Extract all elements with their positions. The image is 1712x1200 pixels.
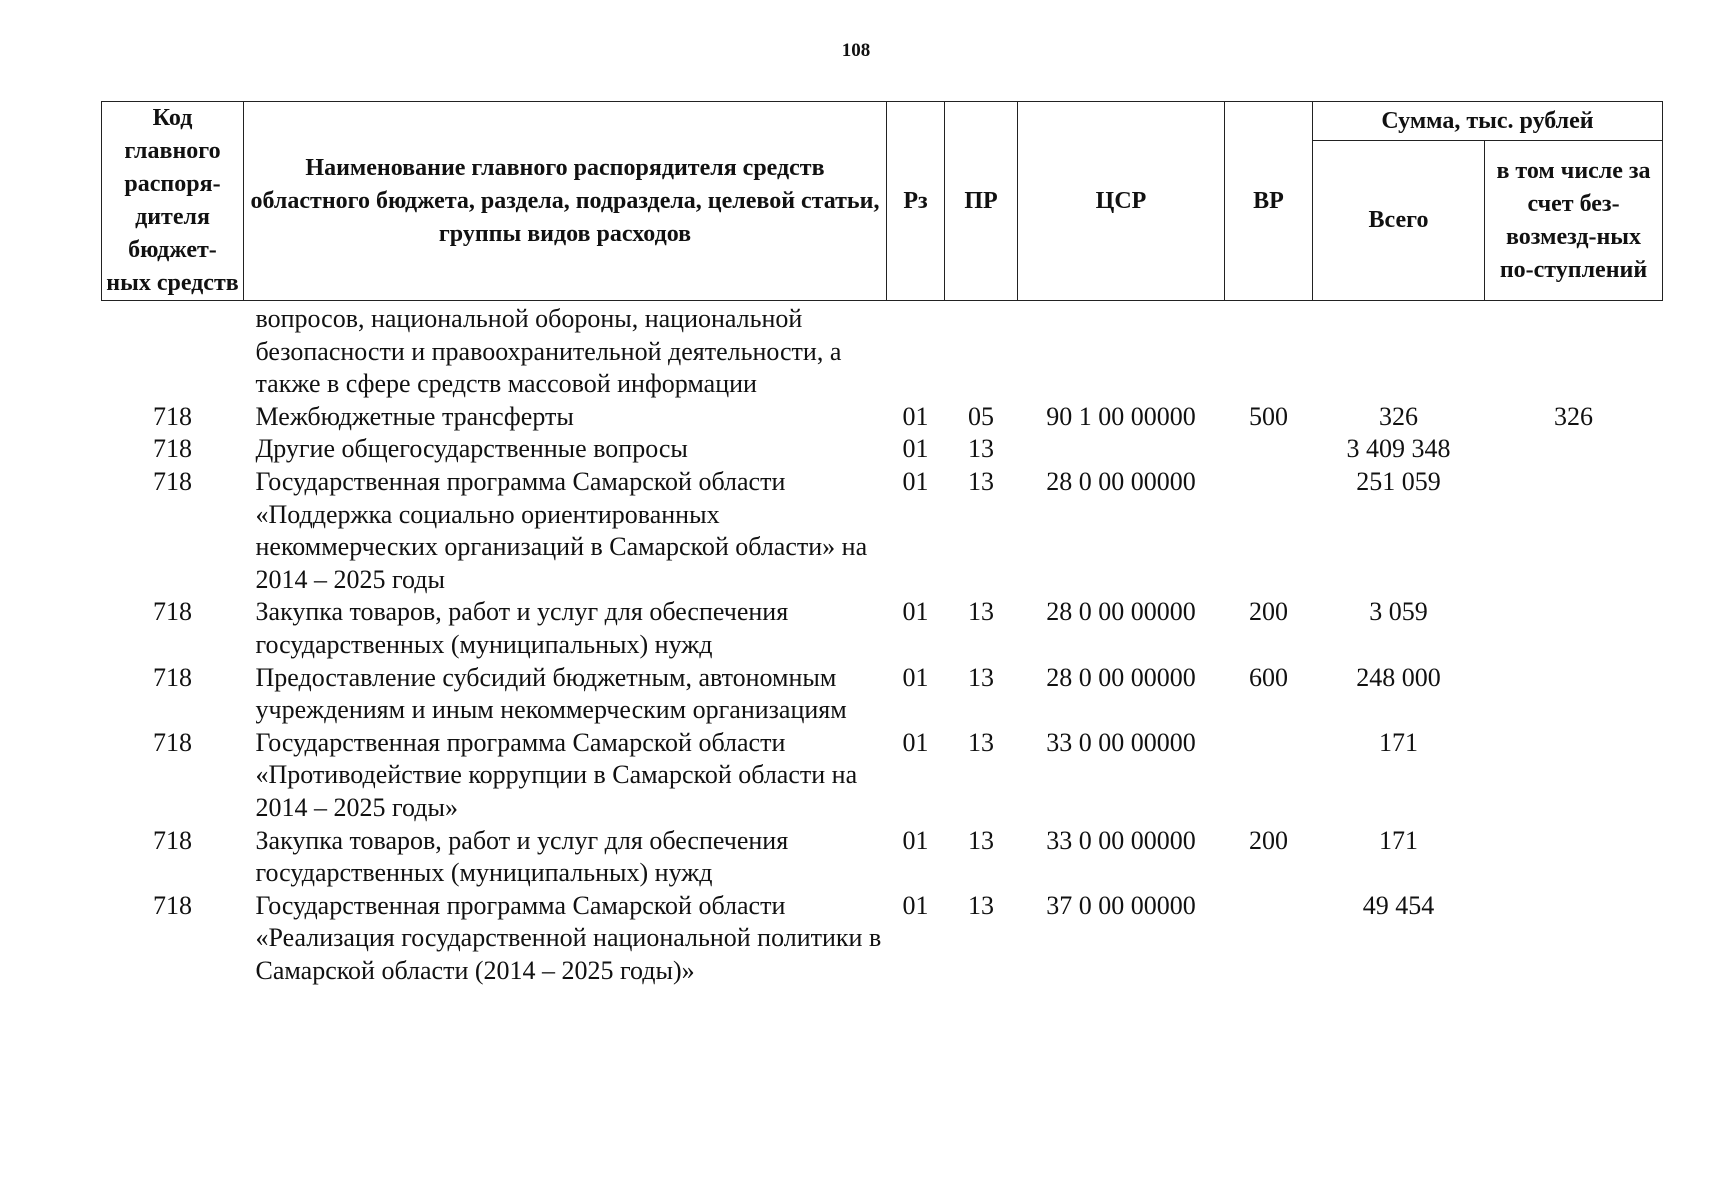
cell-rz: 01 [902,890,929,920]
cell-code [102,301,244,401]
cell-code: 718 [153,727,192,757]
cell-code: 718 [153,890,192,920]
cell-csr: 33 0 00 00000 [1046,825,1196,855]
cell-grants [1485,301,1663,401]
cell-csr: 33 0 00 00000 [1046,727,1196,757]
cell-name: Межбюджетные трансферты [255,401,574,431]
cell-rz: 01 [902,597,929,627]
cell-name: Другие общегосударственные вопросы [255,434,688,464]
cell-total: 248 000 [1356,662,1441,692]
cell-pr: 13 [968,434,994,464]
cell-pr: 13 [968,727,994,757]
cell-rz [887,301,945,401]
cell-pr: 13 [968,890,994,920]
cell-total: 3 409 348 [1346,434,1451,464]
cell-grants [1485,890,1663,988]
table-row [102,466,1663,596]
cell-name: вопросов, национальной обороны, национальной безопасности и правоохранительной деятельности, а также в сфере средств массовой информации [255,304,842,399]
cell-pr: 05 [968,401,994,431]
header-pr: ПР [945,102,1018,301]
cell-name: Государственная программа Самарской области «Противодействие коррупции в Самарской области на 2014 – 2025 годы» [255,727,858,822]
cell-csr [1018,433,1225,466]
cell-name: Предоставление субсидий бюджетным, автономным учреждениям и иным некоммерческим организациям [255,662,847,725]
cell-rz: 01 [902,662,929,692]
page-number: 108 [841,40,871,61]
cell-grants [1485,825,1663,890]
cell-pr [945,301,1018,401]
cell-total: 171 [1379,727,1418,757]
cell-total: 326 [1379,401,1418,431]
cell-csr [1018,301,1225,401]
table-row [102,727,1663,825]
cell-csr: 28 0 00 00000 [1046,662,1196,692]
cell-code: 718 [153,434,192,464]
header-vr: ВР [1225,102,1313,301]
cell-pr: 13 [968,825,994,855]
cell-rz: 01 [902,466,929,496]
cell-total: 49 454 [1362,890,1435,920]
table-row [102,825,1663,890]
cell-rz: 01 [902,434,929,464]
header-total: Всего [1313,141,1485,301]
cell-vr [1225,466,1313,596]
header-code: Код главного распоря-дителя бюджет-ных средств [102,102,244,301]
cell-pr: 13 [968,466,994,496]
cell-grants [1485,662,1663,727]
cell-csr: 28 0 00 00000 [1046,597,1196,627]
cell-total [1313,301,1485,401]
cell-vr [1225,301,1313,401]
cell-csr: 37 0 00 00000 [1046,890,1196,920]
header-name: Наименование главного распорядителя средств областного бюджета, раздела, подраздела, целевой статьи, группы видов расходов [244,102,887,301]
header-rz: Рз [887,102,945,301]
cell-vr: 500 [1249,401,1288,431]
cell-grants [1485,433,1663,466]
cell-total: 171 [1379,825,1418,855]
budget-table [101,101,1663,987]
cell-grants [1485,466,1663,596]
cell-csr: 28 0 00 00000 [1046,466,1196,496]
cell-code: 718 [153,662,192,692]
header-csr: ЦСР [1018,102,1225,301]
table-row [102,401,1663,434]
cell-name: Государственная программа Самарской области «Реализация государственной национальной политики в Самарской области (2014 – 2025 годы)» [255,890,882,985]
cell-vr [1225,727,1313,825]
cell-grants [1485,596,1663,661]
cell-rz: 01 [902,401,929,431]
cell-vr [1225,433,1313,466]
cell-pr: 13 [968,662,994,692]
cell-total: 3 059 [1369,597,1428,627]
cell-vr: 600 [1249,662,1288,692]
cell-rz: 01 [902,727,929,757]
cell-total: 251 059 [1356,466,1441,496]
table-row [102,662,1663,727]
header-sum-group: Сумма, тыс. рублей [1313,102,1663,141]
table-row [102,596,1663,661]
cell-code: 718 [153,466,192,496]
cell-name: Закупка товаров, работ и услуг для обеспечения государственных (муниципальных) нужд [255,597,789,659]
table-body [102,301,1663,988]
cell-code: 718 [153,597,192,627]
cell-code: 718 [153,825,192,855]
cell-csr: 90 1 00 00000 [1046,401,1196,431]
header-grants: в том числе за счет без-возмезд-ных по-ступлений [1485,141,1663,301]
table-row [102,301,1663,401]
cell-code: 718 [153,401,192,431]
cell-pr: 13 [968,597,994,627]
cell-vr: 200 [1249,597,1288,627]
cell-name: Государственная программа Самарской области «Поддержка социально ориентированных некоммерческих организаций в Самарской области» на 2014 – 2025 годы [255,466,868,594]
cell-grants: 326 [1554,401,1593,431]
cell-vr [1225,890,1313,988]
cell-grants [1485,727,1663,825]
cell-vr: 200 [1249,825,1288,855]
cell-name: Закупка товаров, работ и услуг для обеспечения государственных (муниципальных) нужд [255,825,789,888]
table-row [102,890,1663,988]
cell-rz: 01 [902,825,929,855]
table-row [102,433,1663,466]
